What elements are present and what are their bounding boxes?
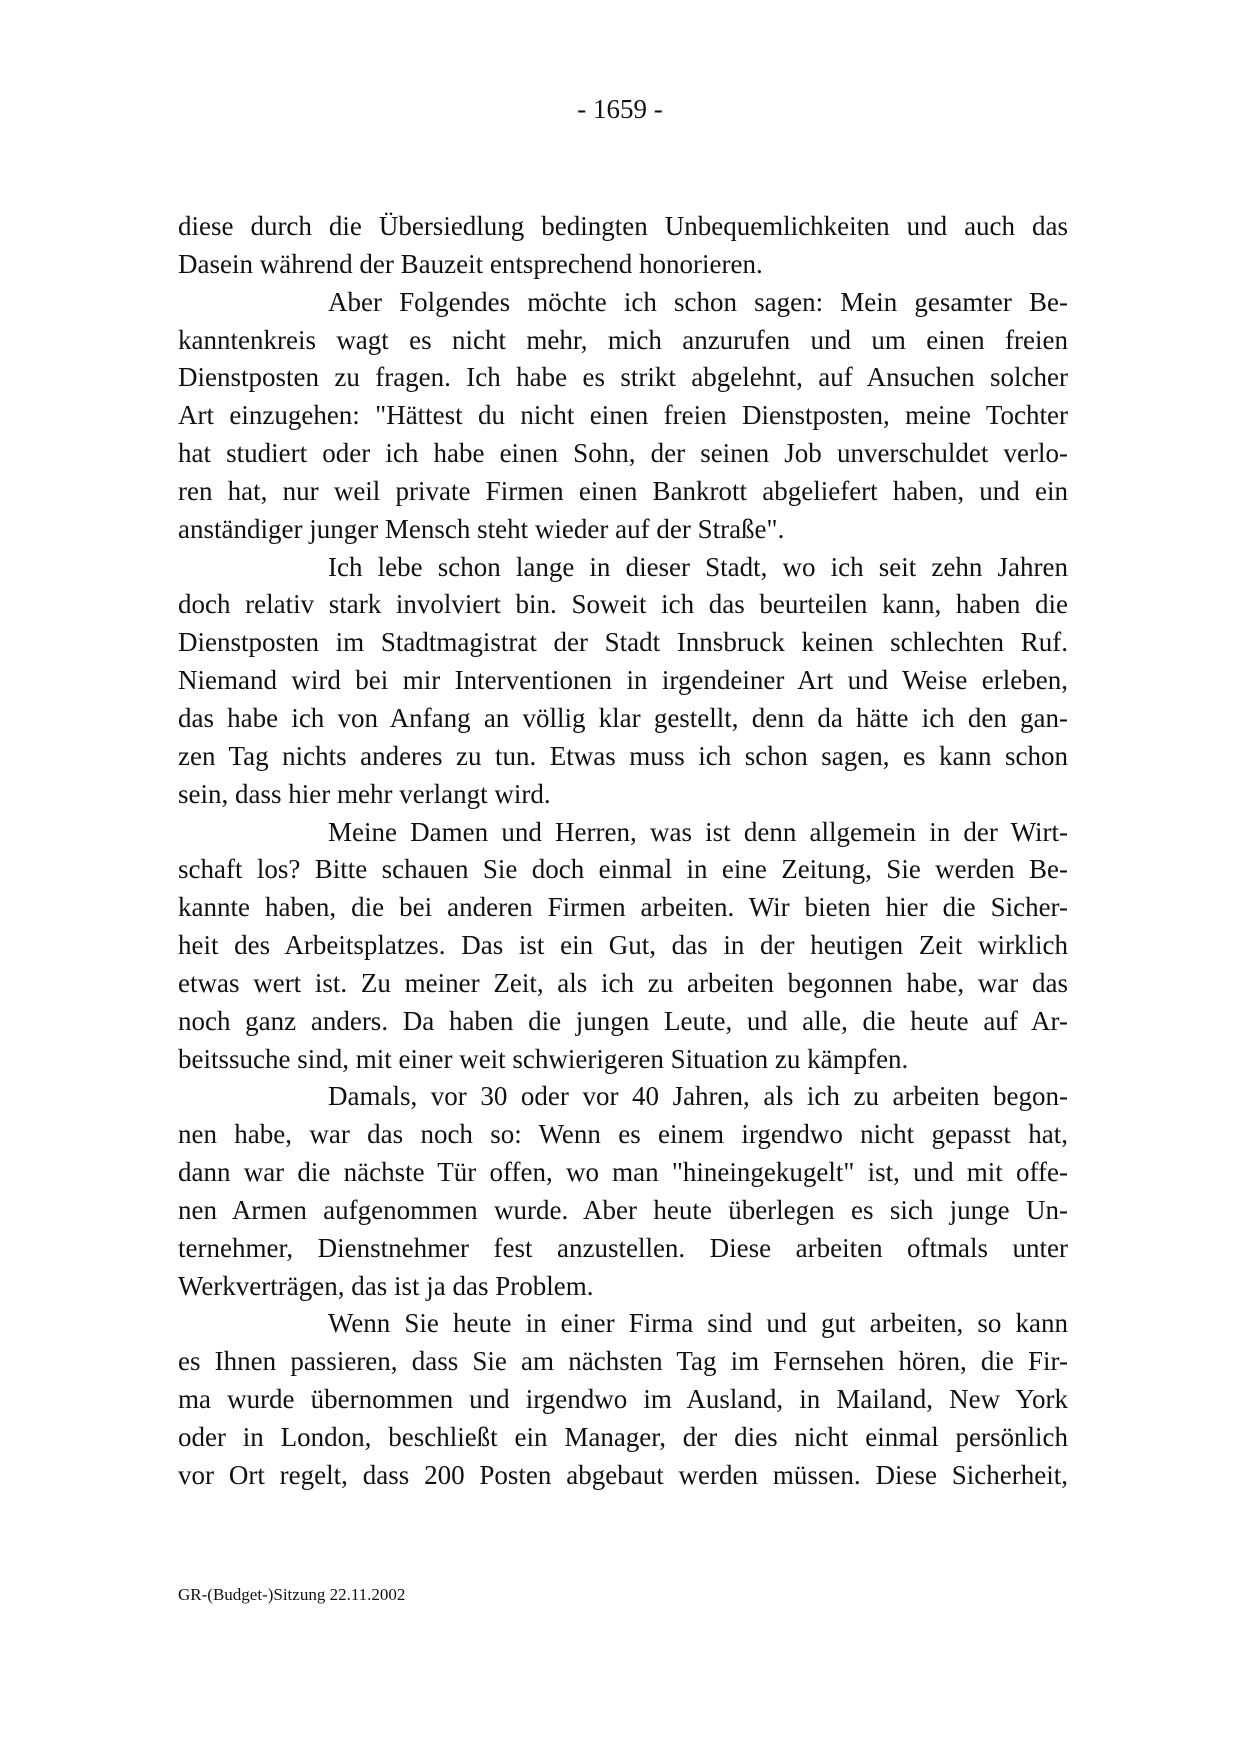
text-line: anständiger junger Mensch steht wieder auf der Straße". (178, 513, 785, 544)
text-line: oder in London, beschließt ein Manager, der dies nicht einmal persönlich (178, 1422, 1068, 1452)
text-line: ternehmer, Dienstnehmer fest anzustellen. Diese arbeiten oftmals unter (178, 1232, 1068, 1263)
text-line: Damals, vor 30 oder vor 40 Jahren, als ich zu arbeiten begon- (328, 1081, 1068, 1112)
text-line: nen habe, war das noch so: Wenn es einem irgendwo nicht gepasst hat, (178, 1119, 1068, 1150)
text-line: noch ganz anders. Da haben die jungen Leute, und alle, die heute auf Ar- (178, 1005, 1068, 1036)
text-line: diese durch die Übersiedlung bedingten Unbequemlichkeiten und auch das (178, 211, 1068, 241)
text-line: Dasein während der Bauzeit entsprechend honorieren. (178, 248, 763, 279)
text-line: Art einzugehen: "Hättest du nicht einen freien Dienstposten, meine Tochter (178, 400, 1068, 431)
text-line: Wenn Sie heute in einer Firma sind und gut arbeiten, so kann (328, 1308, 1068, 1339)
text-line: kannte haben, die bei anderen Firmen arbeiten. Wir bieten hier die Sicher- (178, 892, 1068, 923)
footer-session-date: GR-(Budget-)Sitzung 22.11.2002 (178, 1585, 406, 1604)
text-line: Dienstposten im Stadtmagistrat der Stadt Innsbruck keinen schlechten Ruf. (178, 627, 1068, 658)
text-line: vor Ort regelt, dass 200 Posten abgebaut werden müssen. Diese Sicherheit, (178, 1459, 1068, 1490)
text-line: es Ihnen passieren, dass Sie am nächsten Tag im Fernsehen hören, die Fir- (178, 1346, 1068, 1377)
text-line: Ich lebe schon lange in dieser Stadt, wo ich seit zehn Jahren (328, 551, 1068, 582)
text-line: ma wurde übernommen und irgendwo im Ausland, in Mailand, New York (178, 1384, 1068, 1415)
text-line: zen Tag nichts anderes zu tun. Etwas muss ich schon sagen, es kann schon (178, 740, 1068, 771)
text-line: nen Armen aufgenommen wurde. Aber heute überlegen es sich junge Un- (178, 1194, 1068, 1225)
text-line: das habe ich von Anfang an völlig klar gestellt, denn da hätte ich den gan- (178, 702, 1068, 733)
text-line: Werkverträgen, das ist ja das Problem. (178, 1270, 594, 1301)
page-number: - 1659 - (577, 94, 663, 124)
text-line: sein, dass hier mehr verlangt wird. (178, 778, 551, 809)
text-line: etwas wert ist. Zu meiner Zeit, als ich zu arbeiten begonnen habe, war das (178, 967, 1068, 998)
text-line: kanntenkreis wagt es nicht mehr, mich anzurufen und um einen freien (178, 324, 1068, 355)
text-line: hat studiert oder ich habe einen Sohn, der seinen Job unverschuldet verlo- (178, 438, 1068, 469)
text-line: beitssuche sind, mit einer weit schwierigeren Situation zu kämpfen. (178, 1043, 909, 1074)
text-line: ren hat, nur weil private Firmen einen Bankrott abgeliefert haben, und ein (178, 475, 1068, 506)
text-line: Dienstposten zu fragen. Ich habe es strikt abgelehnt, auf Ansuchen solcher (178, 362, 1068, 393)
text-line: Aber Folgendes möchte ich schon sagen: Mein gesamter Be- (328, 286, 1068, 317)
text-line: schaft los? Bitte schauen Sie doch einmal in eine Zeitung, Sie werden Be- (178, 854, 1068, 885)
text-line: Niemand wird bei mir Interventionen in irgendeiner Art und Weise erleben, (178, 665, 1068, 696)
text-line: dann war die nächste Tür offen, wo man "hineingekugelt" ist, und mit offe- (178, 1157, 1068, 1188)
text-line: doch relativ stark involviert bin. Soweit ich das beurteilen kann, haben die (178, 589, 1068, 620)
body-text (178, 208, 1068, 1495)
text-line: heit des Arbeitsplatzes. Das ist ein Gut, das in der heutigen Zeit wirklich (178, 930, 1068, 961)
text-line: Meine Damen und Herren, was ist denn allgemein in der Wirt- (328, 816, 1068, 847)
